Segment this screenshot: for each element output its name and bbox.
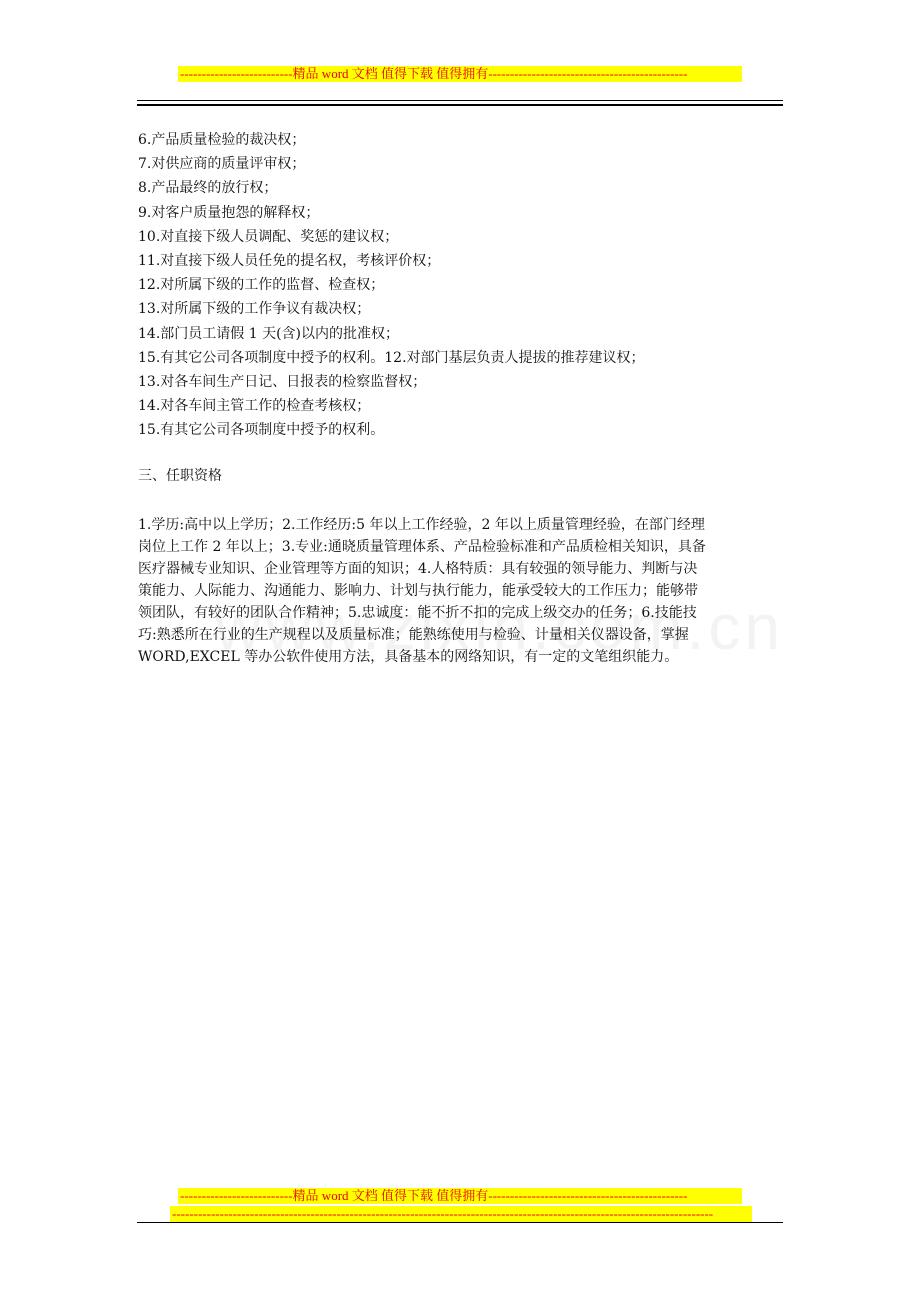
list-item: 15.有其它公司各项制度中授予的权利。 <box>138 422 385 439</box>
list-item: 14.部门员工请假 1 天(含)以内的批准权； <box>138 325 399 342</box>
paragraph-line: 巧:熟悉所在行业的生产规程以及质量标准；能熟练使用与检验、计量相关仪器设备，掌握 <box>138 627 689 643</box>
section-heading: 三、任职资格 <box>138 468 222 484</box>
list-item: 12.对所属下级的工作的监督、检查权； <box>138 277 385 294</box>
list-item: 15.有其它公司各项制度中授予的权利。12.对部门基层负责人提拔的推荐建议权； <box>138 349 645 366</box>
footer-banner-dashes: ----------------------------------------------------------------------------------------------------------------------------- <box>170 1206 752 1222</box>
list-item: 13.对所属下级的工作争议有裁决权； <box>138 301 371 318</box>
header-banner: --------------------------精品 word 文档 值得下载 值得拥有---------------------------------------------- <box>178 66 742 82</box>
paragraph-line: 医疗器械专业知识、企业管理等方面的知识；4.人格特质：具有较强的领导能力、判断与决 <box>138 561 698 577</box>
paragraph-line: 岗位上工作 2 年以上；3.专业:通晓质量管理体系、产品检验标准和产品质检相关知识，具备 <box>138 539 706 555</box>
paragraph-line: 领团队，有较好的团队合作精神；5.忠诚度：能不折不扣的完成上级交办的任务；6.技能技 <box>138 605 697 621</box>
list-item: 10.对直接下级人员调配、奖惩的建议权； <box>138 228 399 245</box>
footer-banner: --------------------------精品 word 文档 值得下载 值得拥有---------------------------------------------- <box>178 1188 742 1204</box>
list-item: 14.对各车间主管工作的检查考核权； <box>138 398 371 415</box>
list-item: 6.产品质量检验的裁决权； <box>138 132 306 148</box>
paragraph-line: WORD,EXCEL 等办公软件使用方法，具备基本的网络知识，有一定的文笔组织能力。 <box>138 649 679 665</box>
list-item: 13.对各车间生产日记、日报表的检察监督权； <box>138 374 427 390</box>
paragraph-line: 1.学历:高中以上学历；2.工作经历:5 年以上工作经验，2 年以上质量管理经验，在部门经理 <box>138 517 705 533</box>
list-item: 11.对直接下级人员任免的提名权，考核评价权； <box>138 253 441 269</box>
header-rule-thick <box>137 104 783 106</box>
header-rule-thin <box>137 100 783 101</box>
list-item: 9.对客户质量抱怨的解释权； <box>138 204 320 221</box>
qualifications-paragraph <box>138 514 784 668</box>
list-item: 8.产品最终的放行权； <box>138 180 278 197</box>
list-item: 7.对供应商的质量评审权； <box>138 156 306 173</box>
paragraph-line: 策能力、人际能力、沟通能力、影响力、计划与执行能力，能承受较大的工作压力；能够带 <box>138 583 698 599</box>
footer-rule <box>137 1222 783 1223</box>
